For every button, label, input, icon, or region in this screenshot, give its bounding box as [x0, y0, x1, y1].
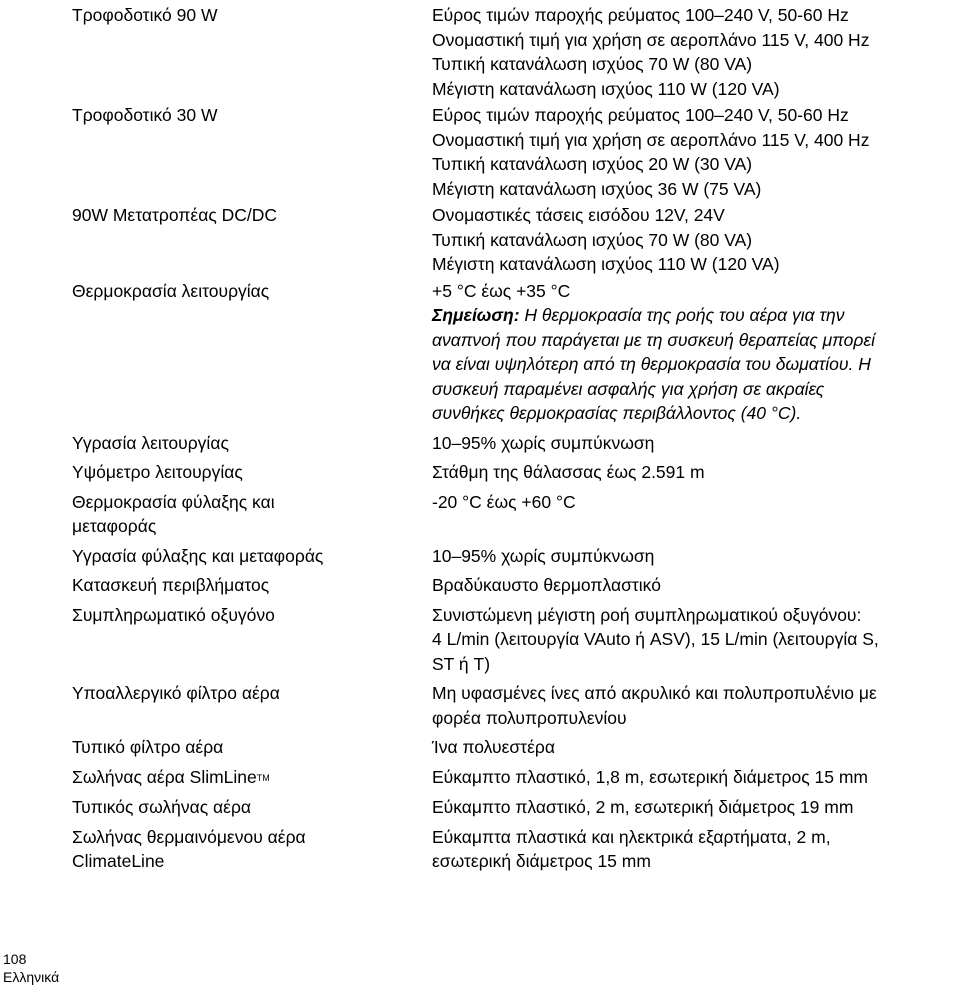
spec-value-line: ST ή T): [432, 653, 491, 674]
spec-row-power-supply-30w: [72, 103, 952, 201]
spec-value: [432, 825, 952, 874]
page-footer: [3, 950, 59, 986]
spec-value-line: Εύρος τιμών παροχής ρεύματος 100–240 V, 50-60 Hz: [432, 5, 849, 25]
spec-value-line: Εύκαμπτα πλαστικά και ηλεκτρικά εξαρτήματα, 2 m,: [432, 826, 831, 847]
spec-value: [432, 203, 952, 277]
spec-row-operating-temperature: [72, 279, 952, 426]
spec-row-supplemental-oxygen: [72, 603, 952, 677]
spec-row-climateline-tubing: [72, 825, 952, 874]
spec-value-line: Στάθμη της θάλασσας έως 2.591 m: [432, 462, 705, 482]
spec-label: Τυπικό φίλτρο αέρα: [72, 737, 224, 757]
spec-value: [432, 490, 952, 515]
spec-row-standard-filter: [72, 735, 952, 760]
spec-value-line: Ονομαστικές τάσεις εισόδου 12V, 24V: [432, 205, 725, 225]
spec-row-operating-altitude: [72, 460, 952, 485]
spec-row-housing-construction: [72, 573, 952, 598]
spec-value: [432, 681, 952, 730]
spec-value-line: 10–95% χωρίς συμπύκνωση: [432, 545, 655, 566]
spec-value-line: +5 °C έως +35 °C: [432, 280, 571, 301]
spec-value-line: -20 °C έως +60 °C: [432, 491, 576, 512]
spec-label: 90W Μετατροπέας DC/DC: [72, 205, 278, 225]
spec-label-line: Σωλήνας θερμαινόμενου αέρα: [72, 826, 306, 847]
spec-row-dc-converter: [72, 203, 952, 277]
spec-value-line: 10–95% χωρίς συμπύκνωση: [432, 432, 655, 453]
spec-value-line: Βραδύκαυστο θερμοπλαστικό: [432, 575, 661, 595]
spec-value-line: Τυπική κατανάλωση ισχύος 70 W (80 VA): [432, 229, 753, 250]
spec-value-line: φορέα πολυπροπυλενίου: [432, 707, 627, 728]
spec-label: Υγρασία φύλαξης και μεταφοράς: [72, 545, 324, 566]
spec-value: [432, 3, 952, 101]
spec-label: Τροφοδοτικό 30 W: [72, 105, 218, 125]
spec-value-line: Μη υφασμένες ίνες από ακρυλικό και πολυπροπυλένιο με: [432, 683, 877, 703]
note-line: συσκευή παραμένει ασφαλής για χρήση σε ακραίες: [432, 378, 825, 399]
spec-label: Θερμοκρασία λειτουργίας: [72, 280, 270, 301]
spec-value-line: Τυπική κατανάλωση ισχύος 20 W (30 VA): [432, 154, 753, 174]
spec-row-standard-tubing: [72, 795, 952, 820]
spec-value: [432, 735, 952, 760]
spec-value-line: Εύκαμπτο πλαστικό, 1,8 m, εσωτερική διάμετρος 15 mm: [432, 766, 869, 787]
spec-value-line: 4 L/min (λειτουργία VAuto ή ASV), 15 L/min (λειτουργία S,: [432, 629, 879, 649]
spec-label-line: ClimateLine: [72, 851, 165, 871]
spec-value: [432, 795, 952, 820]
spec-value-line: Μέγιστη κατανάλωση ισχύος 110 W (120 VA): [432, 254, 780, 274]
spec-row-power-supply-90w: [72, 3, 952, 101]
spec-value-line: Ονομαστική τιμή για χρήση σε αεροπλάνο 115 V, 400 Hz: [432, 29, 870, 50]
spec-label: Υψόμετρο λειτουργίας: [72, 462, 243, 482]
spec-value-line: Εύκαμπτο πλαστικό, 2 m, εσωτερική διάμετρος 19 mm: [432, 797, 854, 817]
note-line: [432, 303, 952, 328]
spec-label: Συμπληρωματικό οξυγόνο: [72, 604, 275, 625]
spec-value-line: Μέγιστη κατανάλωση ισχύος 36 W (75 VA): [432, 178, 762, 199]
spec-value: [432, 544, 952, 569]
spec-label: [72, 490, 432, 539]
page-number: 108: [3, 951, 27, 967]
note-line: να είναι υψηλότερη από τη θερμοκρασία του δωματίου. Η: [432, 354, 871, 374]
footer-language: Ελληνικά: [3, 969, 60, 985]
spec-label-text: Σωλήνας αέρα SlimLine: [72, 766, 257, 787]
spec-label: Τροφοδοτικό 90 W: [72, 5, 218, 25]
spec-value-line: Ονομαστική τιμή για χρήση σε αεροπλάνο 115 V, 400 Hz: [432, 129, 870, 150]
spec-label: Υποαλλεργικό φίλτρο αέρα: [72, 683, 280, 703]
note-text: Η θερμοκρασία της ροής του αέρα για την: [519, 305, 845, 325]
note-line: αναπνοή που παράγεται με τη συσκευή θεραπείας μπορεί: [432, 329, 875, 350]
note-prefix: Σημείωση:: [432, 305, 520, 325]
spec-label: [72, 825, 432, 874]
spec-label: Τυπικός σωλήνας αέρα: [72, 797, 252, 817]
spec-row-storage-temperature: [72, 490, 952, 539]
spec-row-storage-humidity: [72, 544, 952, 569]
spec-value-line: Μέγιστη κατανάλωση ισχύος 110 W (120 VA): [432, 78, 780, 99]
spec-value-line: Ίνα πολυεστέρα: [432, 737, 555, 757]
spec-row-operating-humidity: [72, 431, 952, 456]
spec-label-line: Θερμοκρασία φύλαξης και: [72, 491, 275, 512]
spec-row-slimline-tubing: [72, 765, 952, 791]
spec-value: [432, 279, 952, 426]
trademark-mark: TM: [256, 772, 270, 783]
spec-value: [432, 765, 952, 790]
spec-value: [432, 573, 952, 598]
spec-value-line: Εύρος τιμών παροχής ρεύματος 100–240 V, 50-60 Hz: [432, 105, 849, 125]
spec-label: Υγρασία λειτουργίας: [72, 432, 229, 453]
spec-value: [432, 460, 952, 485]
note-line: συνθήκες θερμοκρασίας περιβάλλοντος (40 °C).: [432, 403, 802, 423]
spec-value-line: εσωτερική διάμετρος 15 mm: [432, 851, 651, 871]
spec-value: [432, 431, 952, 456]
spec-value: [432, 603, 952, 677]
spec-value-line: Συνιστώμενη μέγιστη ροή συμπληρωματικού οξυγόνου:: [432, 604, 862, 625]
spec-label-line: μεταφοράς: [72, 516, 157, 536]
spec-value: [432, 103, 952, 201]
spec-label: Κατασκευή περιβλήματος: [72, 575, 270, 595]
spec-label: [72, 765, 432, 791]
spec-row-hypoallergenic-filter: [72, 681, 952, 730]
specifications-table: [72, 3, 952, 874]
spec-value-line: Τυπική κατανάλωση ισχύος 70 W (80 VA): [432, 54, 753, 74]
